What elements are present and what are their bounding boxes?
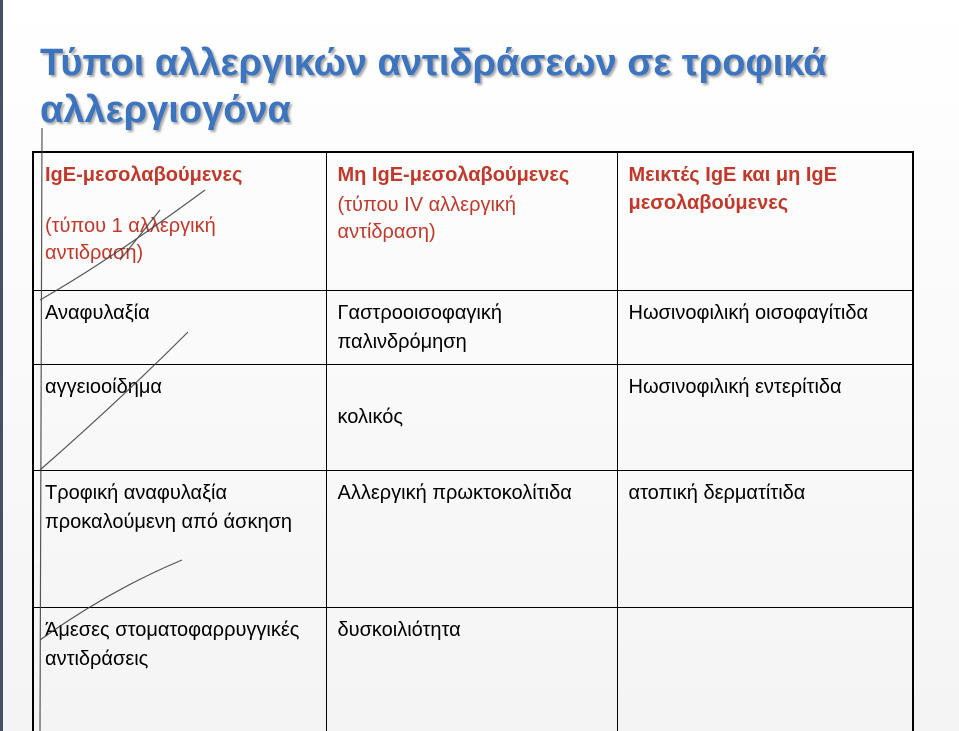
header-ige-mediated-title: IgE-μεσολαβούμενες (45, 164, 243, 186)
table-cell (617, 607, 913, 731)
table-header-row (33, 152, 913, 290)
table-row (33, 470, 913, 607)
table-row (33, 364, 913, 470)
header-non-ige-mediated-title: Μη IgE-μεσολαβούμενες (337, 164, 570, 186)
header-non-ige-mediated-subtitle: (τύπου IV αλλεργική αντίδραση) (337, 194, 517, 243)
table-cell: Γαστροοισοφαγική παλινδρόμηση (326, 290, 617, 364)
table-row (33, 290, 913, 364)
table-cell: ατοπική δερματίτιδα (617, 470, 913, 607)
table-cell: αγγειοοίδημα (33, 364, 326, 470)
header-ige-mediated-subtitle: (τύπου 1 αλλεργική αντιδραση) (45, 215, 216, 264)
table-cell: Τροφική αναφυλαξία προκαλούμενη από άσκηση (33, 470, 326, 607)
table-cell: Αλλεργική πρωκτοκολίτιδα (326, 470, 617, 607)
header-cell-mixed (617, 152, 913, 290)
slide-title: Τύποι αλλεργικών αντιδράσεων σε τροφικά αλλεργιογόνα (40, 42, 827, 131)
table-cell: κολικός (326, 364, 617, 470)
header-cell-ige-mediated (33, 152, 326, 290)
table-row (33, 607, 913, 731)
table-cell: Ηωσινοφιλική εντερίτιδα (617, 364, 913, 470)
table-cell: Ηωσινοφιλική οισοφαγίτιδα (617, 290, 913, 364)
header-cell-non-ige-mediated (326, 152, 617, 290)
table-cell: δυσκοιλιότητα (326, 607, 617, 731)
table-cell: Άμεσες στοματοφαρρυγγικές αντιδράσεις (33, 607, 326, 731)
allergy-types-table (32, 151, 914, 731)
table-cell: Αναφυλαξία (33, 290, 326, 364)
slide-left-border (0, 0, 3, 731)
header-mixed-title: Μεικτές IgE και μη IgE μεσολαβούμενες (628, 164, 837, 214)
